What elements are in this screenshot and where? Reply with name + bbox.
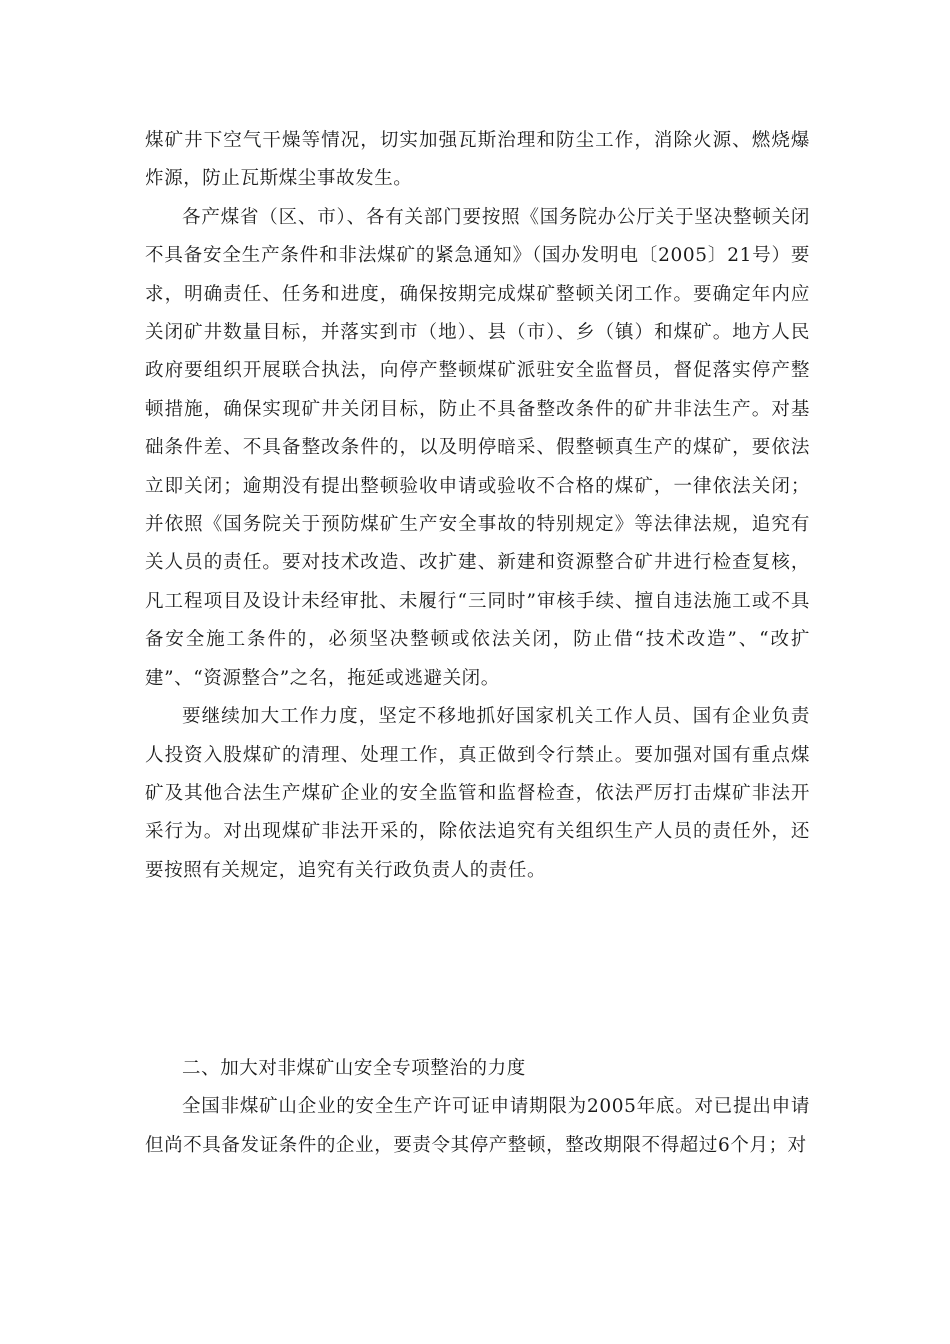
body-text-upper [145,122,810,890]
body-text-lower [145,1050,810,1165]
section-heading: 二、加大对非煤矿山安全专项整治的力度 [182,1058,526,1079]
paragraph-continuation: 煤矿井下空气干燥等情况，切实加强瓦斯治理和防尘工作，消除火源、燃烧爆炸源，防止瓦斯煤尘事故发生。 [145,130,810,190]
paragraph-non-coal-mines: 全国非煤矿山企业的安全生产许可证申请期限为2005年底。对已提出申请但尚不具备发证条件的企业，要责令其停产整顿，整改期限不得超过6个月；对 [145,1096,810,1156]
paragraph-investment-cleanup: 要继续加大工作力度，坚定不移地抓好国家机关工作人员、国有企业负责人投资入股煤矿的清理、处理工作，真正做到令行禁止。要加强对国有重点煤矿及其他合法生产煤矿企业的安全监管和监督检查，依法严厉打击煤矿非法开采行为。对出现煤矿非法开采的，除依法追究有关组织生产人员的责任外，还要按照有关规定，追究有关行政负责人的责任。 [145,706,810,881]
paragraph-mine-closure: 各产煤省（区、市）、各有关部门要按照《国务院办公厅关于坚决整顿关闭不具备安全生产条件和非法煤矿的紧急通知》（国办发明电〔2005〕21号）要求，明确责任、任务和进度，确保按期完成煤矿整顿关闭工作。要确定年内应关闭矿井数量目标，并落实到市（地）、县（市）、乡（镇）和煤矿。地方人民政府要组织开展联合执法，向停产整顿煤矿派驻安全监督员，督促落实停产整顿措施，确保实现矿井关闭目标，防止不具备整改条件的矿井非法生产。对基础条件差、不具备整改条件的，以及明停暗采、假整顿真生产的煤矿，要依法立即关闭；逾期没有提出整顿验收申请或验收不合格的煤矿，一律依法关闭；并依照《国务院关于预防煤矿生产安全事故的特别规定》等法律法规，追究有关人员的责任。要对技术改造、改扩建、新建和资源整合矿井进行检查复核，凡工程项目及设计未经审批、未履行“三同时”审核手续、擅自违法施工或不具备安全施工条件的，必须坚决整顿或依法关闭，防止借“技术改造”、“改扩建”、“资源整合”之名，拖延或逃避关闭。 [145,206,810,689]
